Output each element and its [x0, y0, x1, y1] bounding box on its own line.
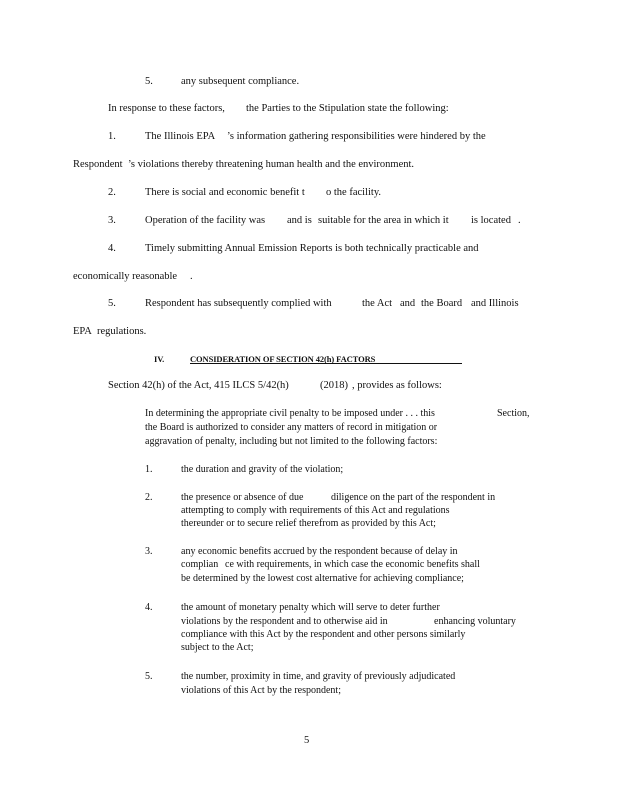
factor-number: 4. — [145, 602, 153, 613]
factor-text: violations of this Act by the respondent; — [181, 685, 341, 696]
factor-text: subject to the Act; — [181, 642, 254, 653]
paragraph-text: . — [518, 215, 521, 226]
list-item-text: any subsequent compliance. — [181, 76, 300, 87]
section-title: CONSIDERATION OF SECTION 42(h) FACTORS — [190, 354, 376, 364]
factor-text: the duration and gravity of the violation; — [181, 464, 344, 475]
paragraph-text: and — [400, 298, 416, 309]
factor-text: any economic benefits accrued by the respondent because of delay in — [181, 546, 458, 557]
paragraph-text: Operation of the facility was — [145, 215, 266, 226]
paragraph-text: Section 42(h) of the Act, 415 ILCS 5/42(h) — [108, 380, 289, 391]
paragraph-text: Respondent — [73, 159, 123, 170]
paragraph-text: suitable for the area in which it — [318, 215, 449, 226]
paragraph-text: ’s information gathering responsibilities were hindered by the — [227, 131, 486, 142]
paragraph-text: o the facility. — [326, 187, 382, 198]
paragraph-text: the Act — [362, 298, 393, 309]
paragraph-text: the Board — [421, 298, 463, 309]
paragraph-text: . — [190, 271, 193, 282]
factor-text: violations by the respondent and to otherwise aid in — [181, 616, 388, 627]
paragraph-text: and is — [287, 215, 312, 226]
list-number: 5. — [145, 76, 153, 87]
factor-number: 3. — [145, 546, 153, 557]
list-number: 3. — [108, 215, 116, 226]
paragraph-text: the Parties to the Stipulation state the following: — [246, 103, 449, 114]
list-number: 2. — [108, 187, 116, 198]
paragraph-text: Timely submitting Annual Emission Reports is both technically practicable and — [145, 243, 479, 254]
paragraph-text: regulations. — [97, 326, 147, 337]
factor-text: ce with requirements, in which case the economic benefits shall — [225, 559, 480, 570]
paragraph-text: (2018) — [320, 380, 348, 391]
quote-text: In determining the appropriate civil penalty to be imposed under . . . this — [145, 408, 435, 419]
list-number: 1. — [108, 131, 116, 142]
quote-text: Section, — [497, 408, 530, 419]
quote-text: the Board is authorized to consider any matters of record in mitigation or — [145, 422, 438, 433]
factor-text: complian — [181, 559, 219, 570]
paragraph-text: , provides as follows: — [352, 380, 442, 391]
factor-text: attempting to comply with requirements of this Act and regulations — [181, 505, 450, 516]
factor-text: compliance with this Act by the respondent and other persons similarly — [181, 629, 466, 640]
paragraph-text: is located — [471, 215, 511, 226]
quote-text: aggravation of penalty, including but not limited to the following factors: — [145, 436, 438, 447]
paragraph-text: ’s violations thereby threatening human health and the environment. — [128, 159, 415, 170]
factor-text: the amount of monetary penalty which will serve to deter further — [181, 602, 440, 613]
factor-text: be determined by the lowest cost alternative for achieving compliance; — [181, 573, 464, 584]
factor-text: diligence on the part of the respondent in — [331, 492, 496, 503]
paragraph-text: There is social and economic benefit t — [145, 187, 305, 198]
paragraph-text: and Illinois — [471, 298, 519, 309]
paragraph-text: The Illinois EPA — [145, 131, 216, 142]
section-number: IV. — [154, 354, 165, 364]
factor-text: the presence or absence of due — [181, 492, 304, 503]
factor-text: thereunder or to secure relief therefrom as provided by this Act; — [181, 518, 436, 529]
paragraph-text: economically reasonable — [73, 271, 178, 282]
page-number: 5 — [304, 735, 310, 746]
factor-number: 1. — [145, 464, 153, 475]
list-number: 5. — [108, 298, 116, 309]
paragraph-text: In response to these factors, — [108, 103, 225, 114]
paragraph-text: Respondent has subsequently complied with — [145, 298, 332, 309]
factor-number: 2. — [145, 492, 153, 503]
factor-text: the number, proximity in time, and gravity of previously adjudicated — [181, 671, 456, 682]
paragraph-text: EPA — [73, 326, 92, 337]
section-title-underline — [190, 363, 462, 364]
factor-number: 5. — [145, 671, 153, 682]
list-number: 4. — [108, 243, 116, 254]
factor-text: enhancing voluntary — [434, 616, 516, 627]
